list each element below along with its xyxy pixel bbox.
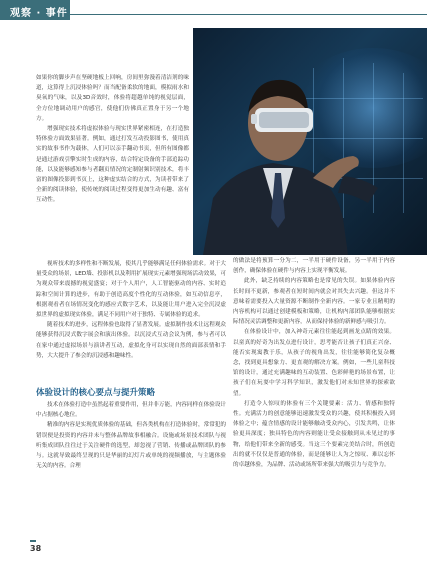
paragraph-6: 精准的内容是实现优质体验的基础，但各类机构在打造体验时，常常犯的错误便是投资的内容并未与整体品牌故事相融合。设施或场景技术团队与视听集成团队往往过于关注硬件的选型，却忽视了营销、传播或品牌团队的参与。这就导致最终呈现的只是华丽的幻灯片或单纯的视频播放，与主题体验无关的内容。合理: [36, 422, 227, 470]
paragraph-9: 在体验设计中，加入神奇元素往往能起到画龙点睛的效果。以童真的好奇为出发点进行设计，思考能否让孩子们真正兴奋、能否实现寓教于乐，从孩子的视角出发，往往能够简化复杂概念，找到更具想象力、更直观的解决方案。例如，一些儿童科技馆的设计，通过充满趣味的互动装置、色彩鲜艳的场景布置，让孩子们在玩耍中学习科学知识，激发他们对未知世界的探索欲望。: [233, 329, 395, 397]
page-number-rule: [30, 540, 36, 542]
person-illustration: [193, 28, 427, 255]
left-column-wide: [36, 259, 226, 361]
paragraph-3: 视听技术的多样性和不断发展，使其几乎能够满足任何体验需求。对于大量受众的场景，LED墙、投影机以及利用扩展现实元素增强现场活动效果，可为观众带来震撼的视觉盛宴；对于个人用户，人工智能驱动的内容、实时追踪和空间计算的进步，有助于创造高度个性化的互动体验，如互动信息亭，根据观看者在场情况变化的感应式数字艺术，以及能让用户进入完全沉浸虚拟世界的虚拟现实体验，满足不同用户对于独特、专属体验的追求。: [36, 261, 227, 319]
page-number: 38: [30, 544, 42, 553]
paragraph-7: 的做法是将预算一分为二，一半用于硬件设备，另一半用于内容创作，确保体验在硬件与内容上实现平衡发展。: [233, 258, 395, 275]
paragraph-8: 此外，缺乏持续的内容策略也是常见的失误。如果体验内容长时间不更新，参观者在短时间内就会对其失去兴趣。但这并不意味着需要投入大量资源不断制作全新内容。一家专业且精明的内容机构可以通过创建模板和策略，让机构内部团队能够根据实际情况灵活调整和更新内容，从而保持体验的新鲜感与吸引力。: [233, 278, 395, 326]
section-label: 观察 · 事件: [10, 8, 68, 19]
paragraph-1: 如果你的脚步声在坚硬地板上回响，房间里弥漫着清洁剂的味道，这算得上沉浸体验吗？而当配备柔软的地面，模拟雨水和臭氧的气味，以及3D音效时，体验将超越单纯的视觉层面，全方位地调动用户的感官，使他们仿佛真正置身于另一个地方。: [36, 75, 189, 122]
right-column: [233, 256, 395, 470]
paragraph-5: 技术在体验打造中虽然起着重要作用，但并非万能，内容同样在体验设计中占据核心地位。: [36, 402, 227, 419]
left-column-bottom: [36, 400, 226, 471]
paragraph-4: 随着技术的进步，远程体验也取得了显著发展。虚拟制作技术让远程观众能够获得沉浸式数字展会和演出体验。以沉浸式互动会议为例，参与者可以在家中通过虚拟场景与演讲者互动，虚拟化身可以实现自然的面部表情和手势，大大提升了参会的沉浸感和趣味性。: [36, 322, 227, 359]
left-column-narrow: [36, 73, 189, 206]
paragraph-10: 打造令人惊叹的体验有三个关键要素：活力、情感和独特性。充满活力的创意能够迅速激发受众的兴趣，使其积极投入到体验之中；蕴含情感的设计能够触动受众内心，引发共鸣，让体验更具深度；独具特色的内容则能让受众接触到从未见过的事物，给他们带来全新的感受。当这三个要素完美结合时，所创造出的就不仅仅是普通的体验，而是能够让人为之惊叹、难以忘怀的卓越体验，为品牌、活动或场所带来强大的吸引力与竞争力。: [233, 400, 395, 469]
paragraph-2: 增强现实技术将虚拟体验与现实世界紧密相连，在打造独特体验方面效果显著。例如，通过打发互动投影图书，使用真实的故事书作为载体，人们可以亲手翻动书页，但所有图像都是通过游戏引擎实时生成的内容，结合特定设备的手部追踪功能，以及能够感知参与者翻页情况的定制射频识别技术，将丰富的图像投影到书页上，这种虚实结合的方式，为读者带来了全新的阅读体验，使传统的阅读过程变得更加生动有趣、富有互动性。: [36, 126, 189, 204]
section-heading: 体验设计的核心要点与提升策略: [36, 388, 156, 398]
vr-headset-photo: [193, 28, 427, 255]
page-header: [0, 0, 427, 20]
header-divider: [70, 14, 427, 15]
